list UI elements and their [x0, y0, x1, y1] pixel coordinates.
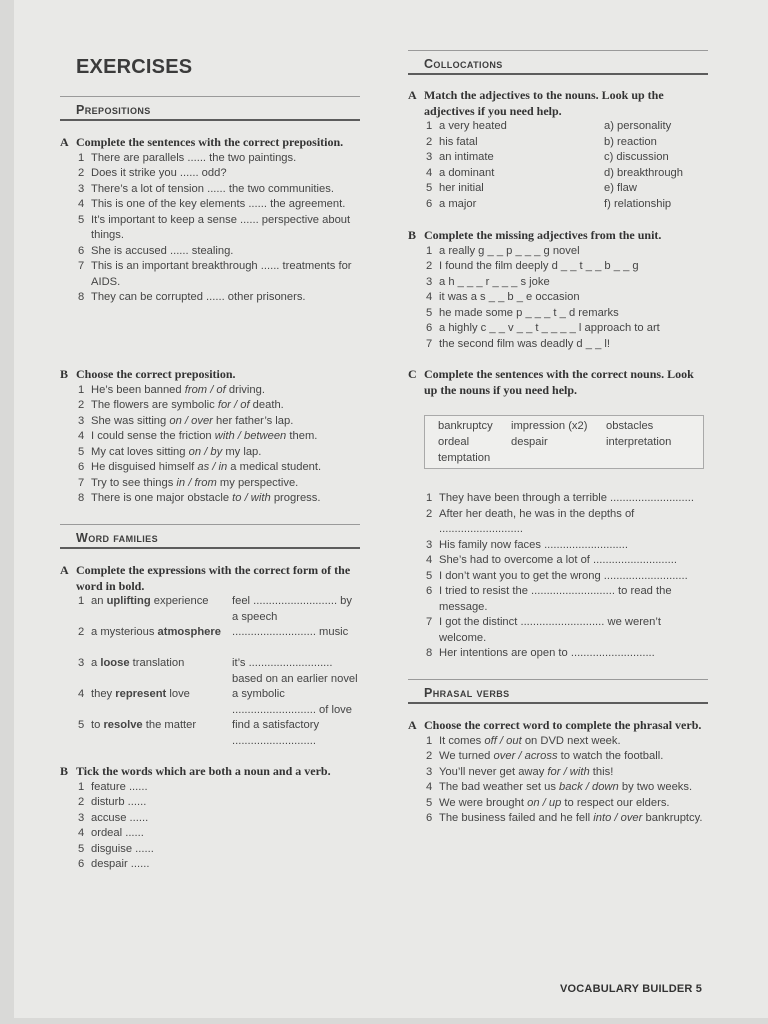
exercise-letter: A — [60, 563, 69, 577]
item-number: 3 — [78, 811, 85, 824]
item-text-before: It comes — [439, 734, 485, 747]
word-box-word: ordeal — [438, 436, 470, 448]
item-number: 4 — [78, 430, 85, 442]
exercise-items — [76, 780, 360, 873]
match-row — [424, 197, 708, 213]
item-text-after: by two weeks. — [618, 781, 693, 793]
item-text: it was a s _ _ b _ e occasion — [439, 291, 580, 303]
item-number: 1 — [426, 120, 433, 132]
item-number: 6 — [78, 461, 85, 473]
item-text-before: He disguised himself — [91, 461, 198, 473]
prepositions-exercise-b — [60, 367, 360, 507]
list-item — [76, 780, 360, 796]
match-adjective: his fatal — [439, 135, 478, 148]
item-text-before: they — [91, 688, 116, 700]
item-number: 1 — [78, 595, 85, 607]
list-item — [424, 796, 708, 812]
item-number: 4 — [78, 688, 85, 700]
exercise-letter: A — [408, 88, 417, 102]
item-number: 3 — [78, 657, 85, 669]
list-item — [424, 491, 708, 507]
match-adjective: her initial — [439, 182, 484, 194]
list-item — [424, 244, 708, 260]
item-text-before: The flowers are symbolic — [91, 399, 218, 411]
list-item — [424, 569, 708, 585]
exercise-letter: A — [408, 718, 417, 732]
list-item — [76, 259, 360, 290]
item-text-before: You’ll never get away — [439, 765, 548, 778]
list-item — [424, 765, 708, 781]
item-number: 5 — [426, 569, 433, 582]
match-adjective: an intimate — [439, 151, 494, 163]
exercise-letter: A — [60, 135, 69, 149]
right-column — [408, 0, 708, 1018]
exercise-instruction: Complete the sentences with the correct nouns. Look up the nouns if you need help. — [424, 367, 694, 397]
item-number: 4 — [426, 166, 433, 179]
item-text: There are parallels ...... the two paintings. — [91, 151, 297, 164]
exercise-items — [424, 734, 708, 827]
item-text: His family now faces ........................... — [439, 538, 628, 551]
item-text-after: driving. — [225, 383, 265, 396]
item-number: 1 — [78, 383, 85, 396]
item-text: disturb ...... — [91, 796, 147, 808]
item-text: a really g _ _ p _ _ _ g novel — [439, 244, 580, 257]
exercise-items — [424, 119, 708, 212]
exercise-letter: B — [60, 367, 69, 381]
item-number: 2 — [426, 750, 433, 762]
item-gap-phrase: it’s ........................... based on an earlier novel — [232, 657, 358, 685]
item-number: 2 — [78, 167, 85, 179]
match-adjective: a very heated — [439, 120, 507, 132]
item-text-after: experience — [150, 595, 209, 607]
item-number: 5 — [78, 842, 85, 855]
item-text: despair ...... — [91, 858, 150, 870]
item-choice: back / down — [559, 781, 619, 793]
list-item — [424, 337, 708, 353]
item-number: 6 — [426, 585, 433, 597]
collocations-section — [408, 50, 708, 75]
list-item — [76, 491, 360, 507]
list-item — [76, 151, 360, 167]
section-heading-collocations: Collocations — [408, 50, 708, 75]
exercise-instruction: Choose the correct word to complete the phrasal verb. — [424, 718, 702, 732]
item-number: 5 — [426, 306, 433, 319]
collocations-exercise-c — [408, 367, 708, 398]
match-noun: c) discussion — [604, 151, 669, 163]
item-number: 1 — [78, 780, 85, 793]
item-number: 3 — [426, 765, 433, 778]
item-number: 2 — [426, 507, 433, 520]
word-families-exercise-b — [60, 764, 360, 873]
list-item — [76, 244, 360, 260]
item-bold-word: uplifting — [106, 595, 151, 607]
item-number: 4 — [426, 291, 433, 303]
item-choice: to / with — [232, 492, 271, 504]
list-item — [76, 445, 360, 461]
list-item — [76, 197, 360, 213]
item-number: 4 — [78, 198, 85, 210]
item-number: 5 — [78, 445, 85, 458]
item-text: She’s had to overcome a lot of ........................... — [439, 554, 677, 566]
list-item — [76, 826, 360, 842]
item-bold-word: loose — [100, 657, 130, 669]
list-item — [424, 259, 708, 275]
word-family-row — [76, 718, 360, 749]
list-item — [424, 584, 708, 615]
item-number: 3 — [426, 275, 433, 288]
page-title: EXERCISES — [76, 56, 193, 78]
item-text-before: to — [91, 719, 104, 731]
item-choice: with / between — [214, 430, 287, 442]
item-text: the second film was deadly d _ _ l! — [439, 337, 611, 350]
item-text-after: a medical student. — [227, 461, 322, 473]
exercise-letter: B — [60, 764, 69, 778]
item-text: a h _ _ _ r _ _ _ s joke — [439, 275, 550, 288]
item-text-before: He’s been banned — [91, 383, 185, 396]
item-text-after: to watch the football. — [557, 750, 664, 762]
item-text: Does it strike you ...... odd? — [91, 167, 227, 179]
item-text: accuse ...... — [91, 811, 149, 824]
word-box-word: interpretation — [606, 436, 672, 448]
item-choice: from / of — [184, 383, 226, 396]
list-item — [76, 290, 360, 306]
item-text-after: progress. — [270, 492, 321, 504]
exercise-items — [424, 244, 708, 353]
list-item — [424, 306, 708, 322]
word-family-row — [76, 594, 360, 625]
match-row — [424, 150, 708, 166]
item-text-after: on DVD next week. — [521, 734, 621, 747]
collocations-exercise-b — [408, 228, 708, 352]
collocations-exercise-c-items — [408, 491, 708, 662]
list-item — [76, 795, 360, 811]
exercise-instruction: Match the adjectives to the nouns. Look up the adjectives if you need help. — [424, 88, 664, 118]
item-text: They can be corrupted ...... other prisoners. — [91, 291, 306, 303]
exercise-items — [76, 594, 360, 749]
list-item — [424, 811, 708, 827]
item-text-after: to respect our elders. — [561, 796, 670, 809]
list-item — [76, 414, 360, 430]
item-bold-word: resolve — [103, 719, 143, 731]
item-text-after: the matter — [142, 719, 197, 731]
item-text: I tried to resist the ........................... to read the message. — [439, 585, 672, 613]
item-text-before: a mysterious — [91, 626, 158, 638]
match-noun: f) relationship — [604, 197, 672, 210]
list-item — [76, 213, 360, 244]
item-number: 3 — [78, 182, 85, 195]
item-number: 8 — [78, 492, 85, 504]
item-text-before: She was sitting — [91, 414, 170, 427]
item-number: 6 — [426, 197, 433, 210]
item-text: I found the film deeply d _ _ t _ _ b _ _ g — [439, 260, 639, 272]
item-number: 1 — [426, 492, 433, 504]
list-item — [76, 476, 360, 492]
item-number: 8 — [78, 291, 85, 303]
exercise-instruction: Complete the sentences with the correct preposition. — [76, 135, 344, 149]
item-text-before: We turned — [439, 750, 494, 762]
list-item — [76, 429, 360, 445]
match-adjective: a dominant — [439, 166, 495, 179]
item-number: 7 — [426, 337, 433, 350]
match-noun: b) reaction — [604, 135, 657, 148]
item-text-after: her father’s lap. — [212, 414, 294, 427]
item-text: a highly c _ _ v _ _ t _ _ _ _ l approach to art — [439, 322, 660, 334]
item-number: 6 — [426, 812, 433, 824]
list-item — [76, 811, 360, 827]
list-item — [76, 166, 360, 182]
word-box-word: despair — [511, 436, 548, 448]
item-text: It’s important to keep a sense ...... perspective about things. — [91, 213, 351, 241]
item-text: I got the distinct ........................... we weren’t welcome. — [439, 616, 661, 644]
item-number: 2 — [78, 796, 85, 808]
item-text-after: them. — [286, 430, 318, 442]
item-choice: on / by — [188, 445, 223, 458]
item-text: ordeal ...... — [91, 827, 144, 839]
item-number: 3 — [78, 414, 85, 427]
item-number: 3 — [426, 538, 433, 551]
list-item — [424, 538, 708, 554]
item-number: 3 — [426, 151, 433, 163]
item-number: 2 — [426, 135, 433, 148]
match-row — [424, 135, 708, 151]
item-number: 2 — [78, 399, 85, 411]
item-number: 4 — [426, 554, 433, 566]
section-heading-prepositions: Prepositions — [60, 96, 360, 121]
exercise-items — [424, 491, 708, 662]
item-phrase — [91, 718, 231, 734]
item-text: feature ...... — [91, 780, 148, 793]
item-text: This is one of the key elements ...... the agreement. — [91, 198, 346, 210]
item-choice: on / up — [527, 796, 562, 809]
left-column — [60, 0, 360, 1018]
item-number: 7 — [426, 616, 433, 628]
item-number: 1 — [78, 151, 85, 164]
item-text: I don’t want you to get the wrong ........................... — [439, 569, 688, 582]
word-box — [424, 415, 704, 469]
item-choice: for / of — [217, 399, 250, 411]
list-item — [424, 646, 708, 662]
item-text-before: My cat loves sitting — [91, 445, 189, 458]
item-phrase — [91, 656, 231, 672]
item-text-before: We were brought — [439, 796, 528, 809]
item-phrase — [91, 594, 231, 610]
section-heading-word-families: Word families — [60, 524, 360, 549]
item-bold-word: atmosphere — [157, 626, 221, 638]
item-choice: as / in — [197, 461, 228, 473]
item-choice: for / with — [547, 765, 590, 778]
word-family-row — [76, 625, 360, 656]
list-item — [424, 290, 708, 306]
item-text: They have been through a terrible ........................... — [439, 492, 694, 504]
section-heading-phrasal-verbs: Phrasal verbs — [408, 679, 708, 704]
item-text-before: a — [91, 657, 101, 669]
list-item — [424, 734, 708, 750]
list-item — [76, 857, 360, 873]
list-item — [76, 842, 360, 858]
list-item — [76, 460, 360, 476]
item-number: 5 — [426, 182, 433, 194]
item-text-before: There is one major obstacle — [91, 492, 233, 504]
item-number: 2 — [426, 260, 433, 272]
item-number: 5 — [78, 213, 85, 226]
exercise-instruction: Complete the expressions with the correct form of the word in bold. — [76, 563, 351, 593]
item-choice: over / across — [493, 750, 558, 762]
workbook-page — [14, 0, 768, 1018]
item-phrase — [91, 625, 231, 641]
word-families-exercise-a — [60, 563, 360, 749]
list-item — [424, 615, 708, 646]
item-text-after: bankruptcy. — [642, 812, 703, 824]
item-gap-phrase: feel ........................... by a speech — [232, 595, 352, 623]
item-number: 5 — [426, 796, 433, 809]
word-box-word: obstacles — [606, 420, 654, 432]
match-noun: d) breakthrough — [604, 166, 683, 179]
item-number: 6 — [78, 858, 85, 870]
list-item — [424, 507, 708, 538]
exercise-letter: B — [408, 228, 417, 242]
item-gap-phrase: ........................... music — [232, 626, 349, 638]
match-noun: a) personality — [604, 120, 672, 132]
word-box-word: temptation — [438, 452, 491, 464]
item-text: After her death, he was in the depths of ........................... — [439, 507, 635, 535]
item-text-before: I could sense the friction — [91, 430, 215, 442]
item-text-after: this! — [589, 765, 614, 778]
item-text-after: my lap. — [222, 445, 262, 458]
match-adjective: a major — [439, 197, 477, 210]
item-number: 4 — [426, 781, 433, 793]
list-item — [424, 275, 708, 291]
prepositions-section — [60, 96, 360, 121]
list-item — [424, 780, 708, 796]
item-text: She is accused ...... stealing. — [91, 244, 234, 257]
item-text: There’s a lot of tension ...... the two communities. — [91, 182, 334, 195]
item-text: This is an important breakthrough ...... treatments for AIDS. — [91, 260, 352, 288]
prepositions-exercise-a — [60, 135, 360, 306]
item-number: 1 — [426, 244, 433, 257]
item-gap-phrase: a symbolic ........................... of love — [232, 688, 352, 716]
exercise-items — [76, 151, 360, 306]
item-number: 6 — [426, 322, 433, 334]
word-family-row — [76, 656, 360, 687]
item-choice: into / over — [593, 812, 643, 824]
item-text: Her intentions are open to ........................... — [439, 647, 655, 659]
exercise-instruction: Choose the correct preposition. — [76, 367, 236, 381]
list-item — [424, 321, 708, 337]
item-number: 1 — [426, 734, 433, 747]
word-box-word: bankruptcy — [438, 420, 493, 432]
item-number: 2 — [78, 626, 85, 638]
item-number: 6 — [78, 244, 85, 257]
word-box-word: impression (x2) — [511, 420, 588, 432]
list-item — [76, 383, 360, 399]
item-text-before: Try to see things — [91, 476, 177, 489]
exercise-letter: C — [408, 367, 417, 381]
list-item — [76, 182, 360, 198]
exercise-items — [76, 383, 360, 507]
exercise-instruction: Complete the missing adjectives from the unit. — [424, 228, 662, 242]
match-row — [424, 181, 708, 197]
item-text: disguise ...... — [91, 842, 154, 855]
item-number: 7 — [78, 476, 85, 489]
item-gap-phrase: find a satisfactory ........................... — [232, 719, 320, 747]
item-bold-word: represent — [115, 688, 167, 700]
item-number: 5 — [78, 719, 85, 731]
item-text-before: The bad weather set us — [439, 781, 560, 793]
item-text-before: an — [91, 595, 107, 607]
item-text-after: my perspective. — [216, 476, 299, 489]
item-number: 8 — [426, 647, 433, 659]
page-footer: VOCABULARY BUILDER 5 — [560, 983, 703, 995]
item-text-after: love — [166, 688, 190, 700]
item-phrase — [91, 687, 231, 703]
phrasal-verbs-section — [408, 679, 708, 704]
item-text-after: translation — [129, 657, 185, 669]
item-number: 7 — [78, 260, 85, 272]
exercise-instruction: Tick the words which are both a noun and a verb. — [76, 764, 331, 778]
match-row — [424, 166, 708, 182]
item-text-before: The business failed and he fell — [439, 812, 594, 824]
list-item — [424, 553, 708, 569]
item-text: he made some p _ _ _ t _ d remarks — [439, 306, 619, 319]
item-text-after: death. — [249, 399, 284, 411]
match-noun: e) flaw — [604, 182, 637, 194]
item-choice: in / from — [176, 476, 217, 489]
list-item — [424, 749, 708, 765]
item-choice: off / out — [484, 734, 522, 747]
match-row — [424, 119, 708, 135]
item-choice: on / over — [169, 414, 213, 427]
list-item — [76, 398, 360, 414]
phrasal-verbs-exercise-a — [408, 718, 708, 827]
collocations-exercise-a — [408, 88, 708, 212]
item-number: 4 — [78, 827, 85, 839]
word-families-section — [60, 524, 360, 549]
word-family-row — [76, 687, 360, 718]
